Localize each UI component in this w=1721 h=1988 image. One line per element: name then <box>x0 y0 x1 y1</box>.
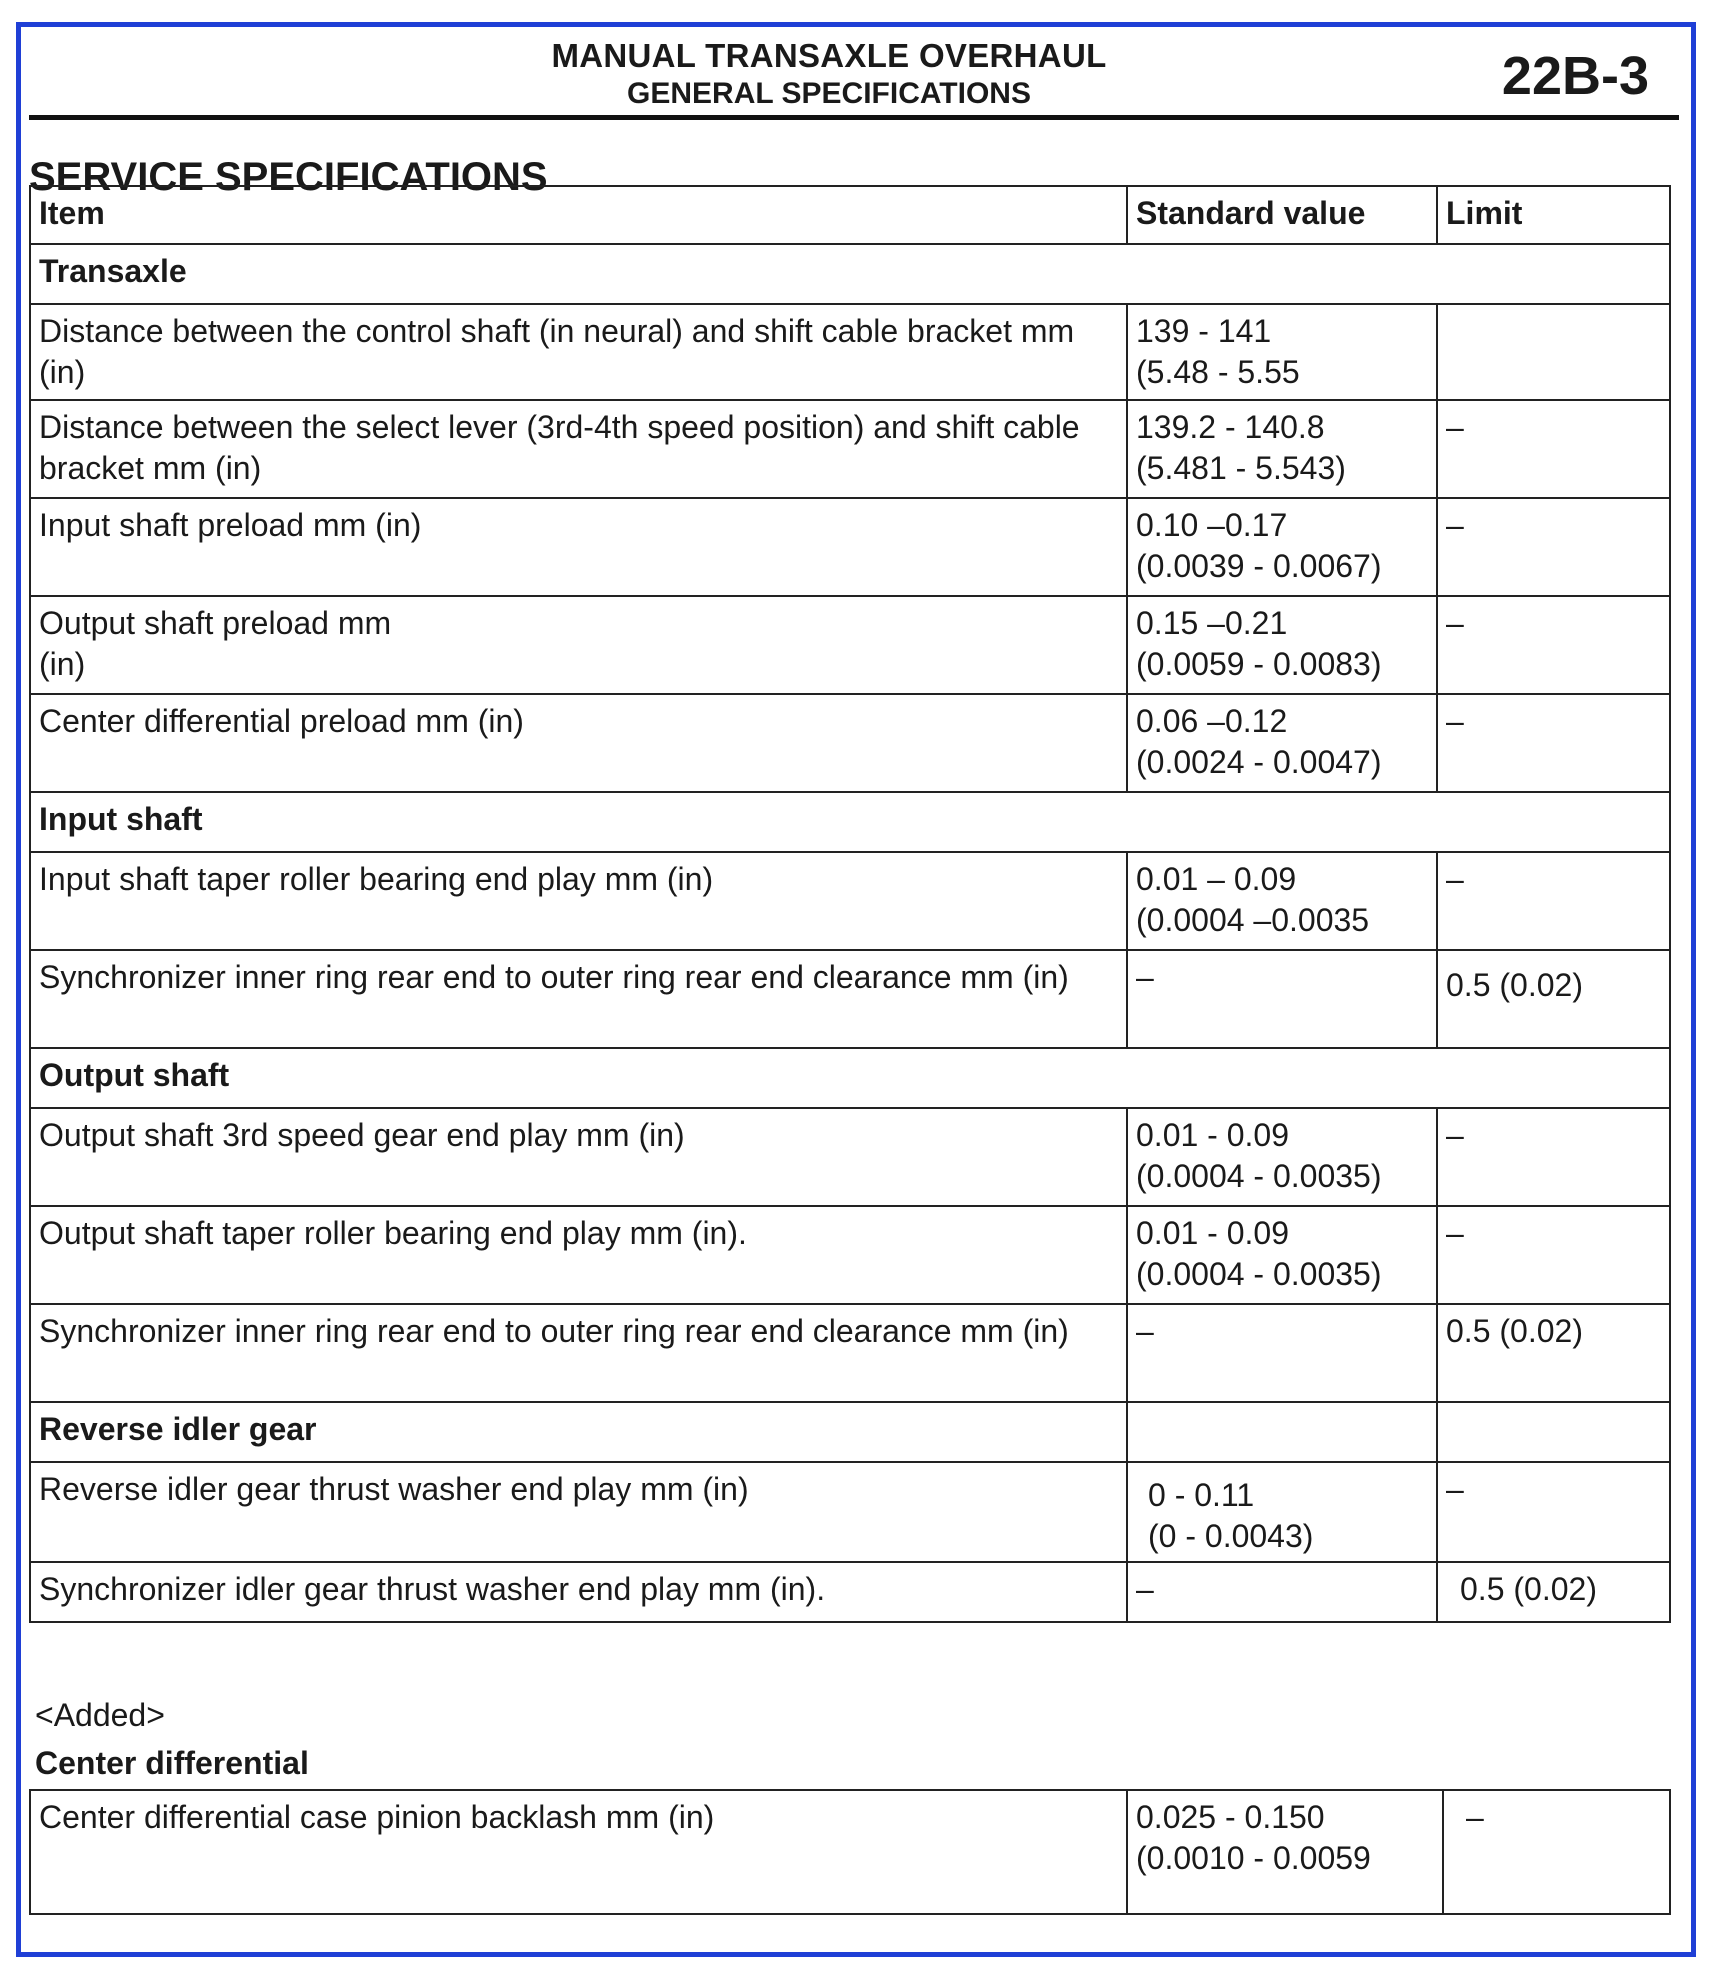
item-cell: Synchronizer inner ring rear end to outer ring rear end clearance mm (in) <box>30 950 1127 1048</box>
item-cell: Output shaft 3rd speed gear end play mm (in) <box>30 1108 1127 1206</box>
limit-cell: – <box>1437 400 1670 498</box>
added-note: <Added> <box>35 1697 165 1733</box>
table-row <box>30 1562 1670 1622</box>
limit-cell: 0.5 (0.02) <box>1437 1304 1670 1402</box>
item-cell: Input shaft taper roller bearing end play mm (in) <box>30 852 1127 950</box>
item-cell: Distance between the control shaft (in neural) and shift cable bracket mm (in) <box>30 304 1127 400</box>
column-header-limit: Limit <box>1437 186 1670 244</box>
item-cell: Output shaft preload mm (in) <box>30 596 1127 694</box>
item-cell: Input shaft preload mm (in) <box>30 498 1127 596</box>
page-header <box>29 27 1679 120</box>
standard-cell: 0.025 - 0.150 (0.0010 - 0.0059 <box>1127 1790 1443 1914</box>
empty-cell <box>1127 1402 1437 1462</box>
group-heading-reverse-idler-gear: Reverse idler gear <box>30 1402 1127 1462</box>
item-cell: Center differential case pinion backlash mm (in) <box>30 1790 1127 1914</box>
limit-cell: – <box>1437 498 1670 596</box>
limit-cell: 0.5 (0.02) <box>1437 1562 1670 1622</box>
column-header-standard: Standard value <box>1127 186 1437 244</box>
limit-cell: – <box>1443 1790 1670 1914</box>
table-row <box>30 852 1670 950</box>
group-heading-row <box>30 1402 1670 1462</box>
item-cell: Output shaft taper roller bearing end play mm (in). <box>30 1206 1127 1304</box>
group-heading-row <box>30 1048 1670 1108</box>
group-heading-output-shaft: Output shaft <box>30 1048 1670 1108</box>
standard-cell: – <box>1127 1562 1437 1622</box>
item-cell: Reverse idler gear thrust washer end play mm (in) <box>30 1462 1127 1562</box>
added-section-heading: Center differential <box>35 1745 309 1781</box>
header-subtitle: GENERAL SPECIFICATIONS <box>627 77 1031 110</box>
table-row <box>30 950 1670 1048</box>
limit-cell: – <box>1437 694 1670 792</box>
item-cell: Distance between the select lever (3rd-4th speed position) and shift cable bracket mm (in) <box>30 400 1127 498</box>
standard-cell: 0.15 –0.21 (0.0059 - 0.0083) <box>1127 596 1437 694</box>
standard-cell: 139.2 - 140.8 (5.481 - 5.543) <box>1127 400 1437 498</box>
center-differential-table <box>29 1789 1671 1915</box>
table-row <box>30 1790 1670 1914</box>
table-row <box>30 304 1670 400</box>
table-row <box>30 1462 1670 1562</box>
standard-cell: 0.01 - 0.09 (0.0004 - 0.0035) <box>1127 1206 1437 1304</box>
limit-cell: – <box>1437 852 1670 950</box>
group-heading-transaxle: Transaxle <box>30 244 1670 304</box>
manual-page <box>16 22 1696 1957</box>
standard-cell: 0 - 0.11 (0 - 0.0043) <box>1127 1462 1437 1562</box>
group-heading-row <box>30 792 1670 852</box>
standard-cell: 0.01 - 0.09 (0.0004 - 0.0035) <box>1127 1108 1437 1206</box>
header-title: MANUAL TRANSAXLE OVERHAUL <box>551 37 1107 74</box>
service-spec-table <box>29 185 1671 1623</box>
standard-cell: 0.10 –0.17 (0.0039 - 0.0067) <box>1127 498 1437 596</box>
limit-cell <box>1437 304 1670 400</box>
standard-cell: – <box>1127 1304 1437 1402</box>
limit-cell: – <box>1437 1206 1670 1304</box>
table-row <box>30 1206 1670 1304</box>
group-heading-input-shaft: Input shaft <box>30 792 1670 852</box>
standard-cell: 139 - 141 (5.48 - 5.55 <box>1127 304 1437 400</box>
limit-cell: 0.5 (0.02) <box>1437 950 1670 1048</box>
limit-cell: – <box>1437 596 1670 694</box>
table-row <box>30 400 1670 498</box>
table-row <box>30 596 1670 694</box>
table-row <box>30 1304 1670 1402</box>
column-header-item: Item <box>30 186 1127 244</box>
item-cell: Synchronizer inner ring rear end to outer ring rear end clearance mm (in) <box>30 1304 1127 1402</box>
group-heading-row <box>30 244 1670 304</box>
table-row <box>30 498 1670 596</box>
table-row <box>30 1108 1670 1206</box>
table-row <box>30 694 1670 792</box>
section-title: SERVICE SPECIFICATIONS <box>29 155 548 199</box>
table-header-row <box>30 186 1670 244</box>
page-number: 22B-3 <box>1501 46 1649 106</box>
item-cell: Synchronizer idler gear thrust washer end play mm (in). <box>30 1562 1127 1622</box>
item-cell: Center differential preload mm (in) <box>30 694 1127 792</box>
empty-cell <box>1437 1402 1670 1462</box>
limit-cell: – <box>1437 1108 1670 1206</box>
standard-cell: 0.01 – 0.09 (0.0004 –0.0035 <box>1127 852 1437 950</box>
standard-cell: – <box>1127 950 1437 1048</box>
standard-cell: 0.06 –0.12 (0.0024 - 0.0047) <box>1127 694 1437 792</box>
limit-cell: – <box>1437 1462 1670 1562</box>
